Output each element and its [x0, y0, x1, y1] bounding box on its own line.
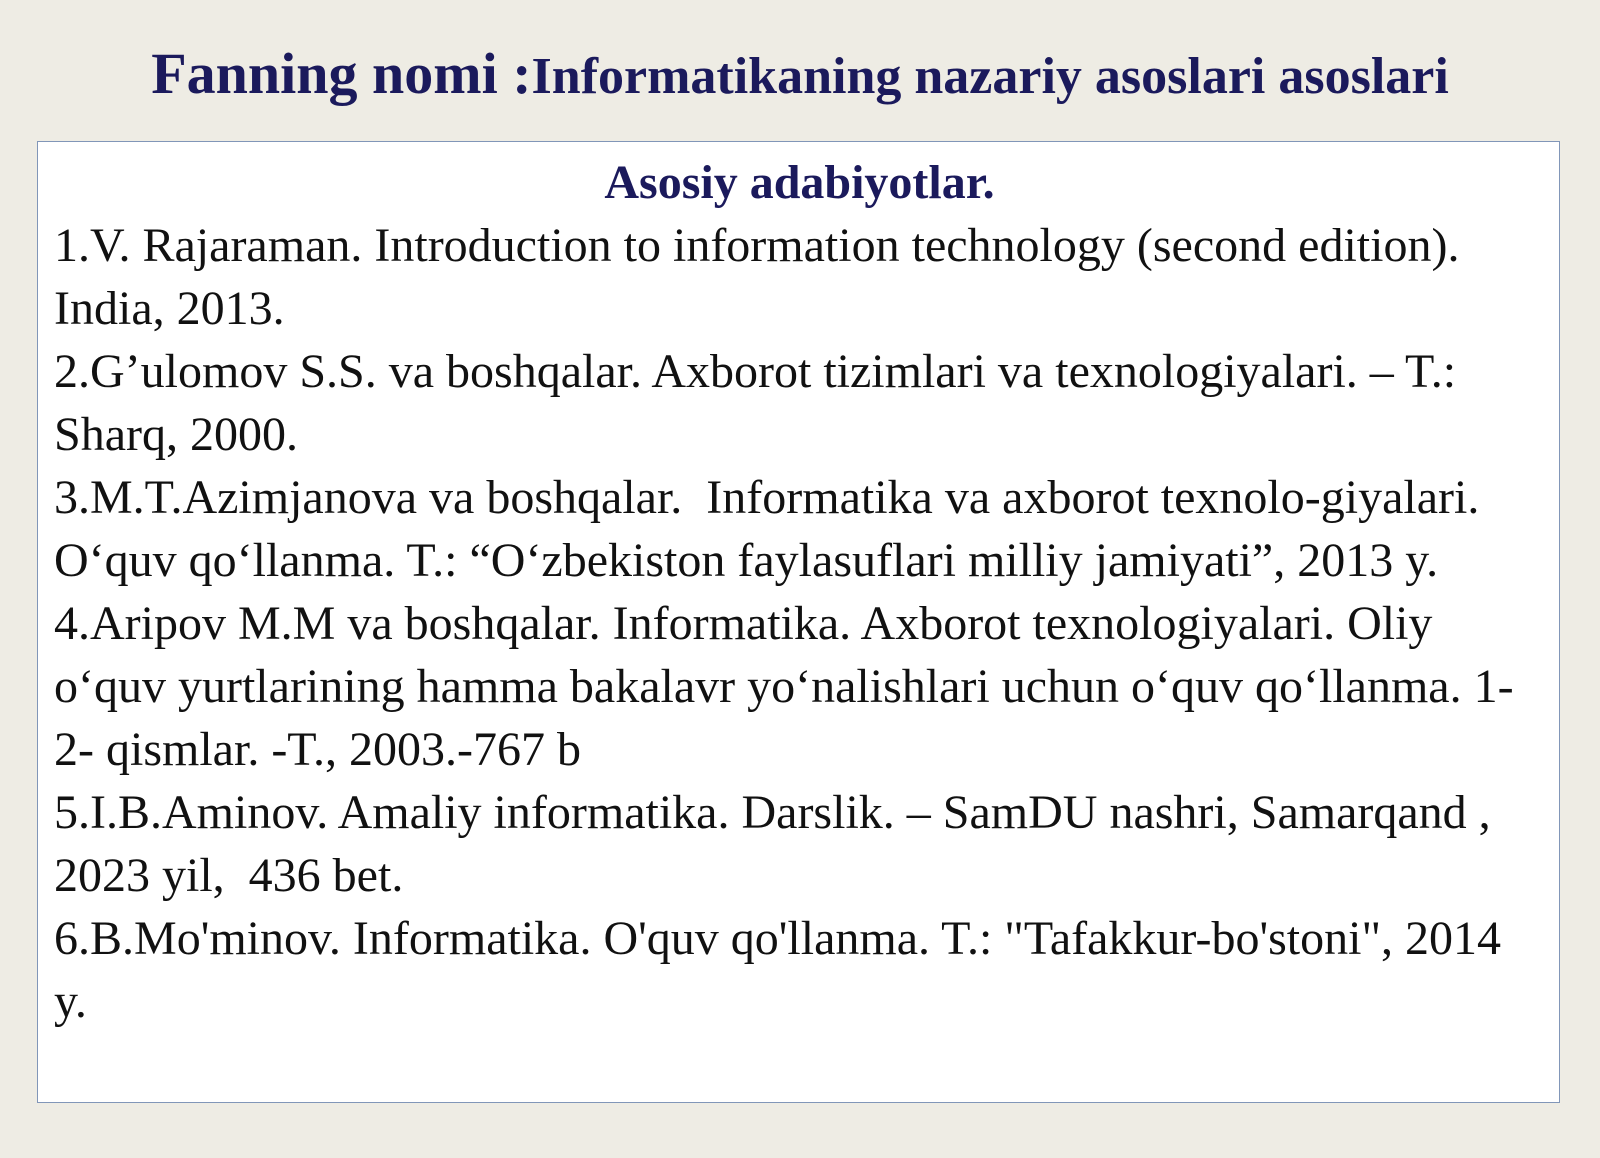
reference-item-2: 2.G’ulomov S.S. va boshqalar. Axborot tizimlari va texnologiyalari. – T.: Sharq, 2000. — [54, 345, 1469, 461]
reference-item-1: 1.V. Rajaraman. Introduction to information technology (second edition). India, 2013. — [54, 219, 1472, 335]
reference-item-3: 3.M.T.Azimjanova va boshqalar. Informatika va axborot texnolo-giyalari. O‘quv qo‘llanma. T.: “O‘zbekiston faylasuflari milliy jamiyati”, 2013 y. — [54, 471, 1492, 587]
subject-name: Informatikaning nazariy asoslari asoslari — [531, 48, 1449, 106]
slide-title — [0, 39, 1600, 117]
references-box — [37, 141, 1560, 1103]
reference-item-5: 5.I.B.Aminov. Amaliy informatika. Darslik. – SamDU nashri, Samarqand , 2023 yil, 436 bet. — [54, 786, 1503, 902]
reference-list — [54, 214, 1545, 1033]
title-label: Fanning nomi : — [151, 41, 532, 107]
references-heading: Asosiy adabiyotlar. — [604, 156, 995, 209]
reference-item-6: 6.B.Mo'minov. Informatika. O'quv qo'llanma. T.: "Tafakkur-bo'stoni", 2014 y. — [54, 912, 1514, 1028]
reference-item-4: 4.Aripov M.M va boshqalar. Informatika. Axborot texnologiyalari. Oliy o‘quv yurtlarining hamma bakalavr yo‘nalishlari uchun o‘quv qo‘llanma. 1- 2- qismlar. -T., 2003.-767 b — [54, 597, 1526, 776]
